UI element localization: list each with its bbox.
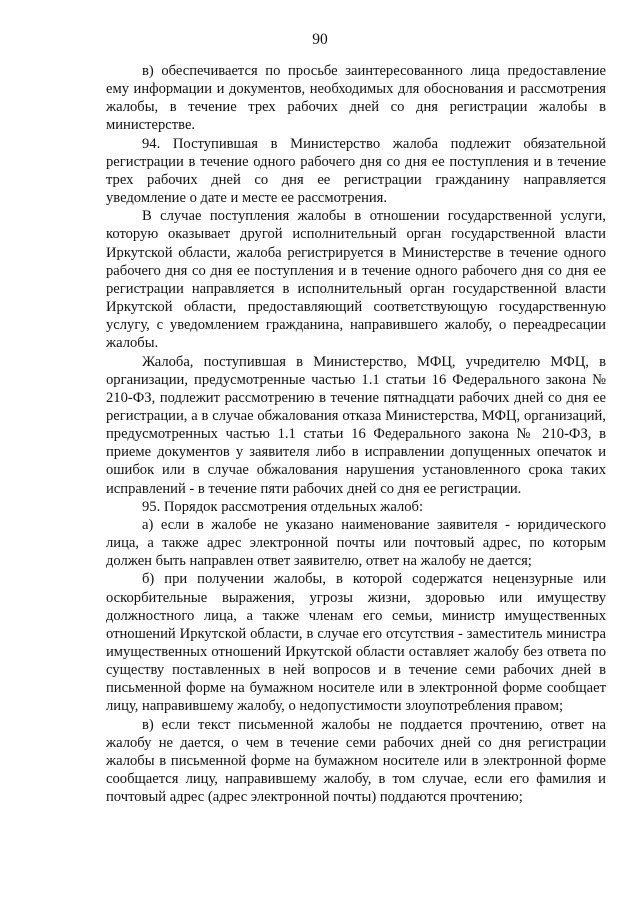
paragraph-item-v-info: в) обеспечивается по просьбе заинтересованного лица предоставление ему информации и документов, необходимых для обоснования и рассмотрения жалобы, в течение трех рабочих дней со дня регистрации жалобы в министерстве.: [106, 63, 606, 134]
paragraph-review-terms: Жалоба, поступившая в Министерство, МФЦ, учредителю МФЦ, в организации, предусмотренные частью 1.1 статьи 16 Федерального закона № 210-ФЗ, подлежит рассмотрению в течение пятнадцати рабочих дней со дня ее регистрации, а в случае обжалования отказа Министерства, МФЦ, организаций, предусмотренных частью 1.1 статьи 16 Федерального закона № 210-ФЗ, в приеме документов у заявителя либо в исправлении допущенных опечаток и ошибок или в случае обжалования нарушения установленного срока таких исправлений - в течение пяти рабочих дней со дня ее регистрации.: [106, 353, 606, 497]
paragraph-item-v-unreadable: в) если текст письменной жалобы не поддается прочтению, ответ на жалобу не дается, о чем в течение семи рабочих дней со дня регистрации жалобы в письменной форме на бумажном носителе или в электронной форме сообщается лицу, направившему жалобу, в том случае, если его фамилия и почтовый адрес (адрес электронной почты) поддаются прочтению;: [106, 716, 606, 806]
paragraph-item-a: а) если в жалобе не указано наименование заявителя - юридического лица, а также адрес электронной почты или почтовый адрес, по которым должен быть направлен ответ заявителю, ответ на жалобу не дается;: [106, 516, 606, 570]
page-number: 90: [312, 31, 328, 48]
paragraph-95-heading: 95. Порядок рассмотрения отдельных жалоб:: [142, 498, 424, 515]
paragraph-item-b: б) при получении жалобы, в которой содержатся нецензурные или оскорбительные выражения, угрозы жизни, здоровью или имуществу должностного лица, а также членам его семьи, министр имущественных отношений Иркутской области, в случае его отсутствия - заместитель министра имущественных отношений Иркутской области оставляет жалобу без ответа по существу поставленных в ней вопросов и в течение семи рабочих дней в письменной форме на бумажном носителе или в электронной форме сообщает лицу, направившему жалобу, о недопустимости злоупотребления правом;: [106, 571, 606, 715]
document-body: [106, 62, 606, 806]
paragraph-94-registration: 94. Поступившая в Министерство жалоба подлежит обязательной регистрации в течение одного рабочего дня со дня ее поступления и в течение трех рабочих дней со дня ее регистрации гражданину направляется уведомление о дате и месте ее рассмотрения.: [106, 135, 606, 207]
paragraph-redirect: В случае поступления жалобы в отношении государственной услуги, которую оказывает другой исполнительный орган государственной власти Иркутской области, жалоба регистрируется в Министерстве в течение одного рабочего дня со дня ее поступления и в течение одного рабочего дня со дня ее регистрации направляется в исполнительный орган государственной власти Иркутской области, предоставляющий соответствующую государственную услугу, с уведомлением гражданина, направившего жалобу, о переадресации жалобы.: [106, 208, 606, 352]
